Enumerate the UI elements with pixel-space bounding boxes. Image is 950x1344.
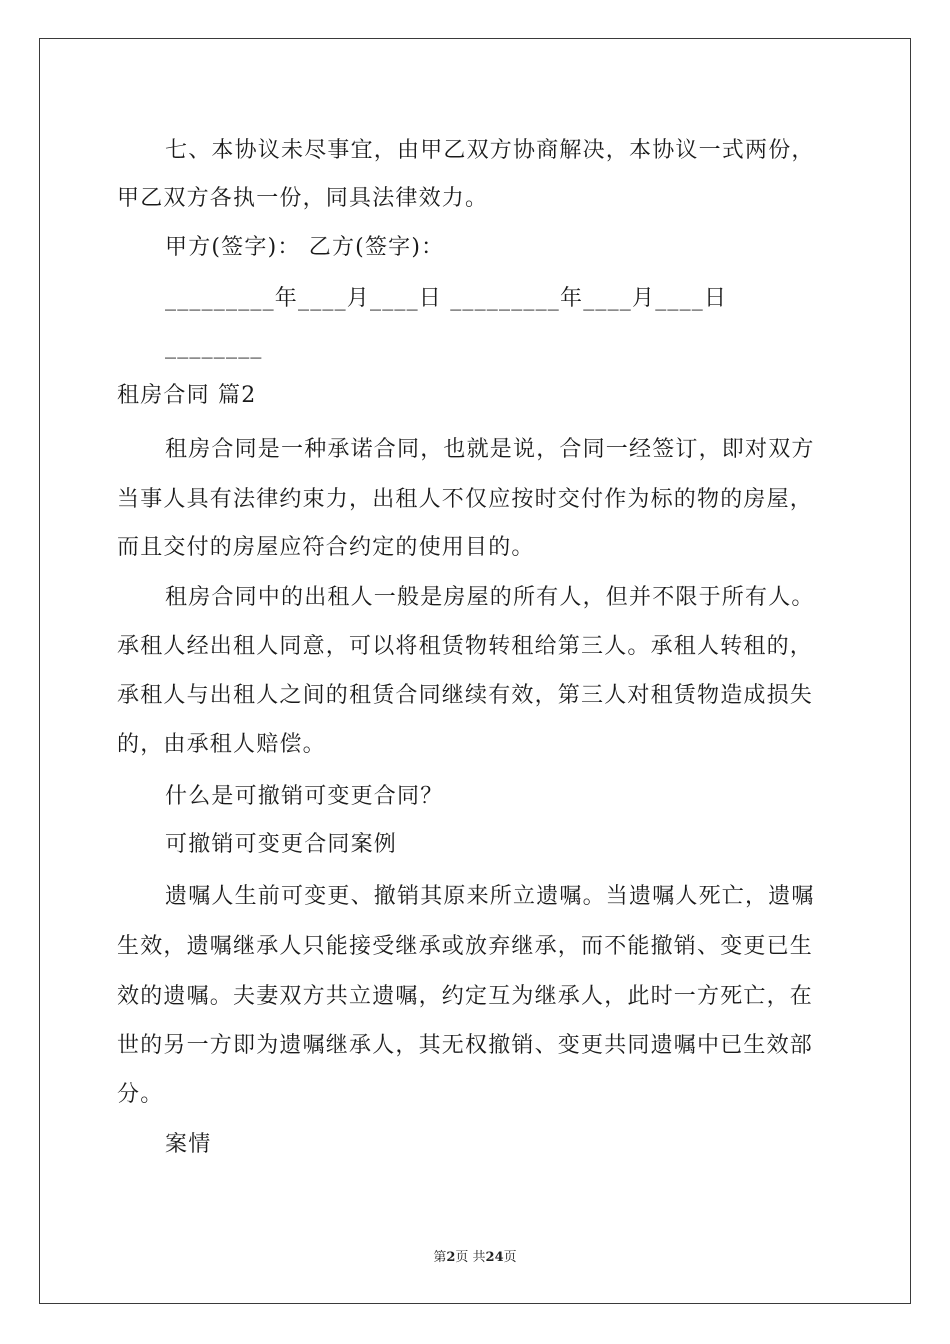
paragraph-line: 承租人经出租人同意，可以将租赁物转租给第三人。承租人转租的， bbox=[117, 634, 814, 659]
footer-page-number: 2 bbox=[446, 1250, 456, 1265]
paragraph-line: 甲乙双方各执一份，同具法律效力。 bbox=[117, 186, 489, 211]
paragraph-line: 承租人与出租人之间的租赁合同继续有效，第三人对租赁物造成损失 bbox=[117, 683, 814, 708]
paragraph-line: 租房合同是一种承诺合同，也就是说，合同一经签订，即对双方 bbox=[165, 437, 815, 462]
paragraph-line: 遗嘱人生前可变更、撤销其原来所立遗嘱。当遗嘱人死亡，遗嘱 bbox=[165, 884, 815, 909]
paragraph-line: 的，由承租人赔偿。 bbox=[117, 732, 326, 757]
paragraph-line: 而且交付的房屋应符合约定的使用目的。 bbox=[117, 535, 535, 560]
case-heading: 案情 bbox=[165, 1132, 212, 1157]
date-line-continued: ________ bbox=[165, 334, 263, 359]
paragraph-line: 生效，遗嘱继承人只能接受继承或放弃继承，而不能撤销、变更已生 bbox=[117, 934, 814, 959]
footer-prefix: 第 bbox=[433, 1250, 447, 1265]
date-line: _________年____月____日 _________年____月____日 bbox=[165, 286, 728, 311]
paragraph-line: 世的另一方即为遗嘱继承人，其无权撤销、变更共同遗嘱中已生效部 bbox=[117, 1033, 814, 1058]
paragraph-line: 分。 bbox=[117, 1082, 164, 1107]
page-border bbox=[39, 38, 911, 1304]
section-heading: 租房合同 篇2 bbox=[117, 383, 257, 408]
subheading-line: 可撤销可变更合同案例 bbox=[165, 832, 398, 857]
paragraph-line: 租房合同中的出租人一般是房屋的所有人，但并不限于所有人。 bbox=[165, 585, 815, 610]
footer-suffix: 页 bbox=[503, 1250, 517, 1265]
footer-middle: 页 共 bbox=[455, 1250, 486, 1265]
footer-total-pages: 24 bbox=[485, 1250, 504, 1265]
paragraph-line: 七、本协议未尽事宜，由甲乙双方协商解决，本协议一式两份， bbox=[165, 138, 815, 163]
signature-line: 甲方(签字)： 乙方(签字)： bbox=[165, 235, 445, 260]
paragraph-line: 效的遗嘱。夫妻双方共立遗嘱，约定互为继承人，此时一方死亡，在 bbox=[117, 984, 814, 1009]
page-footer bbox=[0, 1246, 950, 1265]
paragraph-line: 当事人具有法律约束力，出租人不仅应按时交付作为标的物的房屋， bbox=[117, 487, 814, 512]
question-line: 什么是可撤销可变更合同？ bbox=[165, 784, 444, 809]
